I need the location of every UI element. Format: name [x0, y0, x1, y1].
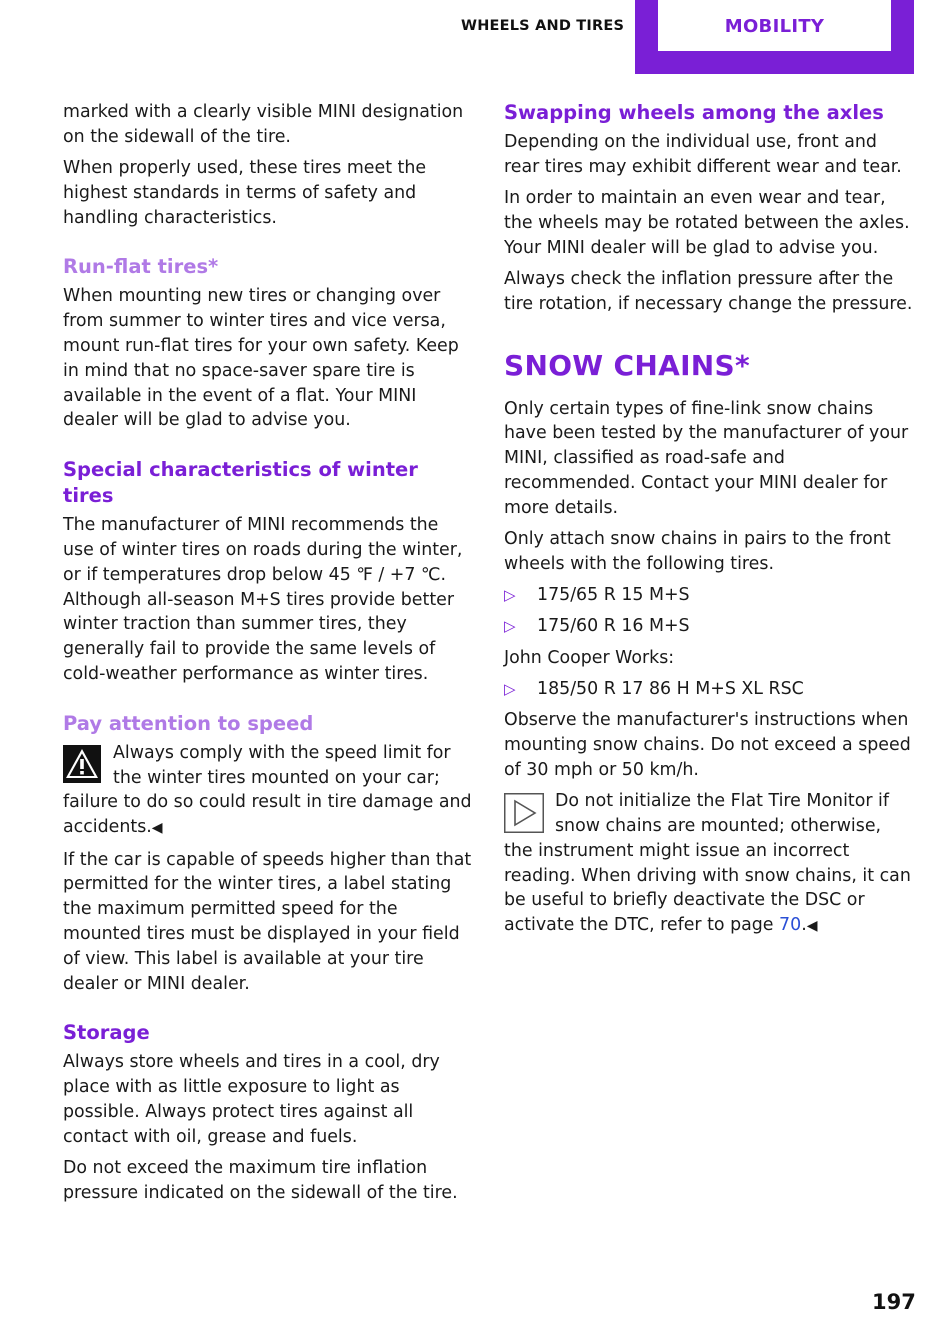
warning-triangle-icon: [63, 745, 101, 783]
chapter-tab-inner: [658, 0, 891, 51]
list-item: [504, 583, 914, 608]
swap-paragraph-3: Always check the inflation pressure after the tire rotation, if necessary change the pressure.: [504, 268, 913, 314]
page-number: 197: [872, 1290, 916, 1314]
swap-wheels-heading: Swapping wheels among the axles: [504, 101, 884, 124]
chains-paragraph-2: Only attach snow chains in pairs to the front wheels with the following tires.: [504, 529, 891, 574]
swap-paragraph-2: In order to maintain an even wear and tear, the wheels may be rotated between the axles. Your MINI dealer will be glad to advise you.: [504, 188, 910, 258]
bullet-triangle-icon: ▷: [504, 680, 516, 699]
chains-note-text: Do not initialize the Flat Tire Monitor if snow chains are mounted; otherwise, the instrument might issue an incorrect reading. When driving with snow chains, it can be useful to briefly deactivate the DSC or activate the DTC, refer to page: [504, 791, 911, 936]
chapter-tab-label: MOBILITY: [724, 16, 825, 37]
runflat-paragraph: When mounting new tires or changing over from summer to winter tires and vice versa, mount run-flat tires for your own safety. Keep in mind that no space-saver spare tire is available in the event of a flat. Your MINI dealer will be glad to advise you.: [63, 286, 459, 431]
speed-heading: Pay attention to speed: [63, 711, 314, 735]
storage-paragraph-1: Always store wheels and tires in a cool, dry place with as little exposure to light as possible. Always protect tires against all contact with oil, grease and fuels.: [63, 1052, 440, 1147]
list-item: [504, 614, 914, 639]
bullet-triangle-icon: ▷: [504, 617, 516, 636]
speed-warning-text: Always comply with the speed limit for the winter tires mounted on your car; failure to do so could result in tire damage and accidents.: [63, 742, 472, 838]
end-mark-icon: ◀: [151, 820, 163, 837]
speed-paragraph: If the car is capable of speeds higher than that permitted for the winter tires, a label stating the maximum permitted speed for the mounted tires must be displayed in your field of view. This label is available at your tire dealer or MINI dealer.: [63, 849, 472, 994]
winter-tires-heading: Special characteristics of winter tires: [63, 458, 418, 508]
intro-paragraph-1: marked with a clearly visible MINI designation on the sidewall of the tire.: [63, 102, 464, 147]
chains-note-period: .: [801, 915, 807, 936]
tire-size: 175/65 R 15 M+S: [537, 585, 690, 606]
right-column: [504, 100, 914, 946]
runflat-heading: Run-flat tires*: [63, 255, 219, 279]
bullet-triangle-icon: ▷: [504, 586, 516, 605]
swap-paragraph-1: Depending on the individual use, front and rear tires may exhibit different wear and tear.: [504, 132, 902, 177]
intro-paragraph-2: When properly used, these tires meet the highest standards in terms of safety and handling characteristics.: [63, 158, 427, 228]
chains-paragraph-1: Only certain types of fine-link snow chains have been tested by the manufacturer of your MINI, classified as road-safe and recommended. Contact your MINI dealer for more details.: [504, 398, 909, 518]
chains-paragraph-3: Observe the manufacturer's instructions when mounting snow chains. Do not exceed a speed of 30 mph or 50 km/h.: [504, 710, 911, 780]
winter-tires-paragraph: The manufacturer of MINI recommends the use of winter tires on roads during the winter, or if temperatures drop below 45 ℉ / +7 ℃. Although all-season M+S tires provide better winter traction than summer tires, they generally fail to provide the same levels of cold-weather performance as winter tires.: [63, 515, 463, 685]
left-column: [63, 100, 473, 1212]
end-mark-icon: ◀: [806, 918, 818, 935]
jcw-label: John Cooper Works:: [504, 647, 675, 668]
chains-note: [504, 789, 914, 939]
speed-warning: [63, 741, 473, 841]
note-triangle-icon: [504, 793, 544, 833]
tire-size: 185/50 R 17 86 H M+S XL RSC: [537, 679, 804, 700]
list-item: [504, 677, 914, 702]
header-section-title: WHEELS AND TIRES: [461, 18, 625, 34]
storage-heading: Storage: [63, 1021, 150, 1045]
chapter-tab: [635, 0, 914, 74]
storage-paragraph-2: Do not exceed the maximum tire inflation pressure indicated on the sidewall of the tire.: [63, 1158, 458, 1203]
page-reference-link[interactable]: 70: [779, 915, 802, 936]
snow-chains-heading: SNOW CHAINS*: [504, 348, 750, 382]
tire-size: 175/60 R 16 M+S: [537, 616, 690, 637]
